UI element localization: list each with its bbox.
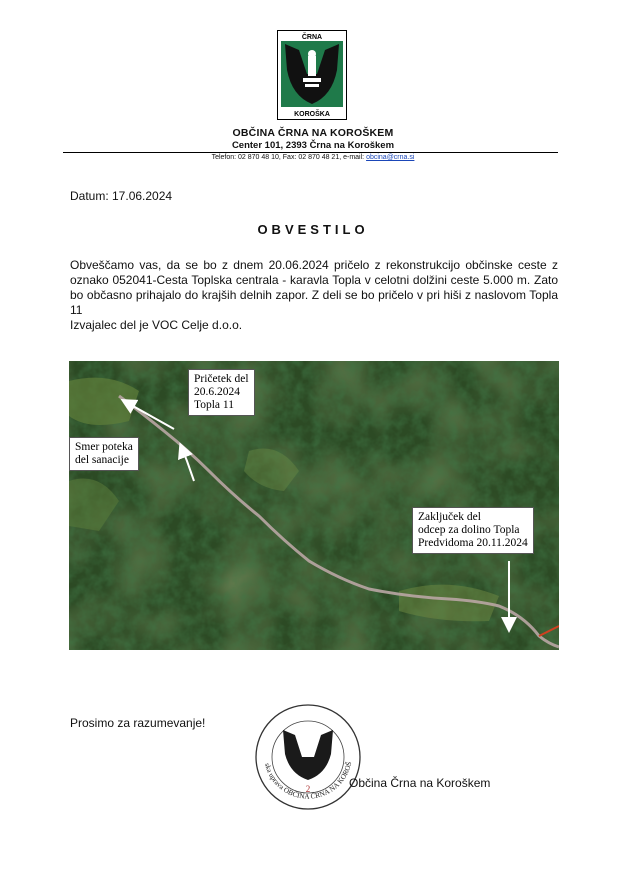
label-end-line-2: odcep za dolino Topla	[418, 524, 520, 536]
municipality-logo	[277, 30, 347, 120]
label-start-of-works	[188, 369, 255, 416]
label-direction-line-2: del sanacije	[75, 454, 129, 466]
official-stamp	[253, 702, 363, 812]
notice-body	[70, 258, 558, 333]
label-end-of-works	[412, 507, 534, 554]
notice-paragraph: Obveščamo vas, da se bo z dnem 20.06.2024 pričelo z rekonstrukcijo občinske ceste z oznako 052041-Cesta Toplska centrala - karavla Topla v celotni dolžini ceste 5.000 m. Zato bo občasno prihajalo do krajših delnih zapor. Z deli se bo pričelo v pri hiši z naslovom Topla 11	[70, 258, 558, 317]
label-end-line-1: Zaključek del	[418, 511, 481, 523]
header-divider	[63, 152, 558, 153]
svg-text:Občinska uprava OBČINA ČRNA NA	[253, 702, 353, 801]
label-start-line-3: Topla 11	[194, 399, 234, 411]
contact-line	[0, 154, 626, 161]
closing-request: Prosimo za razumevanje!	[70, 716, 206, 730]
contractor-line: Izvajalec del je VOC Celje d.o.o.	[70, 318, 243, 332]
document-date: Datum: 17.06.2024	[70, 189, 173, 203]
logo-bottom-text: KOROŠKA	[294, 111, 330, 118]
contact-phone-fax: Telefon: 02 870 48 10, Fax: 02 870 48 21, e-mail:	[211, 154, 367, 161]
org-name: OBČINA ČRNA NA KOROŠKEM	[232, 127, 394, 139]
label-direction-line-1: Smer poteka	[75, 441, 133, 453]
logo-top-text: ČRNA	[301, 34, 323, 41]
aerial-map	[69, 361, 559, 650]
stamp-number: 2	[305, 784, 311, 794]
document-title: OBVESTILO	[257, 222, 369, 237]
signature-municipality: Občina Črna na Koroškem	[349, 776, 491, 790]
org-address: Center 101, 2393 Črna na Koroškem	[231, 140, 395, 151]
email-link[interactable]: obcina@crna.si	[366, 154, 415, 161]
stamp-text: ska uprava OBČINA ČRNA NA KOROŠ	[262, 760, 354, 801]
label-start-line-2: 20.6.2024	[194, 386, 240, 398]
label-work-direction	[69, 437, 139, 471]
label-end-line-3: Predvidoma 20.11.2024	[418, 537, 528, 549]
label-start-line-1: Pričetek del	[194, 373, 249, 385]
